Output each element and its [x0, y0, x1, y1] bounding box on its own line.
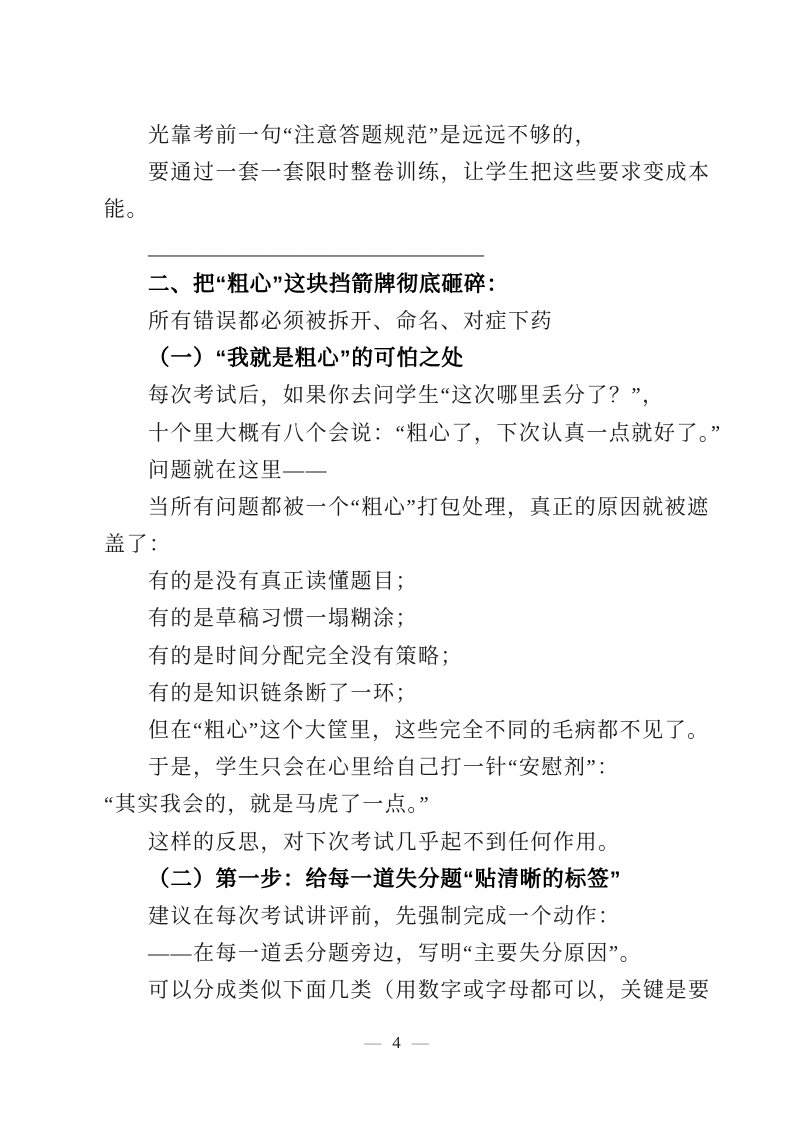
body-line: 于是，学生只会在心里给自己打一针“安慰剂”： — [148, 755, 620, 780]
body-line: 所有错误都必须被拆开、命名、对症下药 — [148, 308, 553, 333]
body-line: 有的是知识链条断了一环； — [148, 680, 418, 705]
body-line: 能。 — [104, 197, 149, 222]
body-line: 每次考试后，如果你去问学生“这次哪里丢分了？”， — [148, 383, 665, 408]
body-line: 问题就在这里—— — [148, 457, 328, 482]
body-line: ——在每一道丢分题旁边，写明“主要失分原因”。 — [148, 941, 643, 966]
body-line: 有的是草稿习惯一塌糊涂； — [148, 606, 418, 631]
body-line: 但在“粗心”这个大筐里，这些完全不同的毛病都不见了。 — [148, 718, 710, 742]
body-line: 这样的反思，对下次考试几乎起不到任何作用。 — [148, 829, 621, 854]
footer-right-dash: — — [411, 1033, 429, 1052]
body-line: “其实我会的，就是马虎了一点。” — [104, 792, 431, 817]
body-line: 建议在每次考试讲评前，先强制完成一个动作： — [148, 903, 621, 928]
document-body — [104, 117, 793, 1010]
body-line: 光靠考前一句“注意答题规范”是远远不够的， — [148, 123, 598, 147]
page-number: 4 — [392, 1033, 401, 1052]
body-line: 有的是没有真正读懂题目； — [148, 569, 418, 594]
section-heading: （一）“我就是粗心”的可怕之处 — [148, 346, 465, 371]
divider-line: ________________________________ — [148, 234, 484, 259]
body-line: 有的是时间分配完全没有策略； — [148, 643, 463, 668]
body-line: 可以分成类似下面几类（用数字或字母都可以，关键是要 — [148, 978, 711, 1003]
page-number-footer — [0, 1031, 793, 1055]
section-heading: （二）第一步：给每一道失分题“贴清晰的标签” — [148, 866, 622, 891]
body-line: 要通过一套一套限时整卷训练，让学生把这些要求变成本 — [148, 160, 711, 185]
section-heading: 二、把“粗心”这块挡箭牌彻底砸碎： — [148, 271, 510, 296]
body-line: 盖了： — [104, 532, 172, 557]
footer-left-dash: — — [364, 1033, 382, 1052]
body-line: 当所有问题都被一个“粗心”打包处理，真正的原因就被遮 — [148, 494, 710, 519]
body-line: 十个里大概有八个会说：“粗心了，下次认真一点就好了。” — [148, 420, 722, 445]
